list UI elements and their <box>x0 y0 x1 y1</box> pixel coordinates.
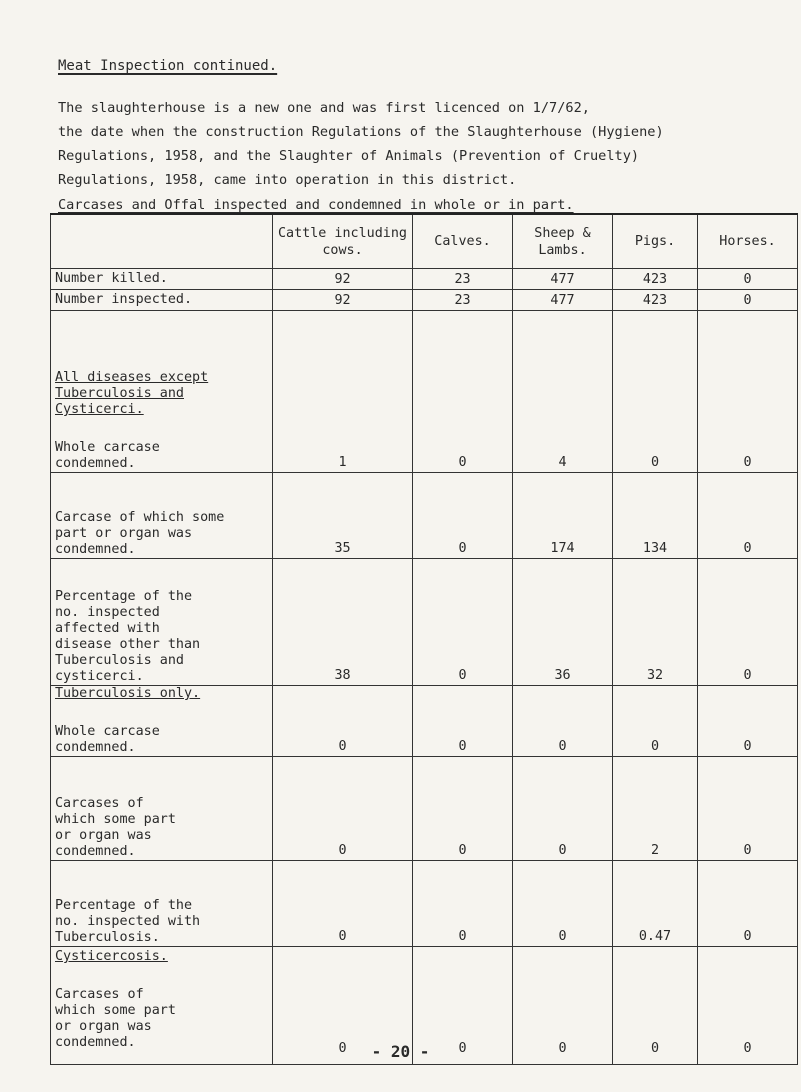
cell-pigs: 0 <box>613 947 698 1065</box>
header-row <box>51 214 798 269</box>
cell-horses: 0 <box>698 473 798 559</box>
cell-horses: 0 <box>698 947 798 1065</box>
cell-calves: 0 <box>413 947 513 1065</box>
cell-pigs: 0 <box>613 686 698 757</box>
cell-sheep: 0 <box>513 686 613 757</box>
row-text: Carcase of which some part or organ was condemned. <box>55 510 225 557</box>
header-horses: Horses. <box>698 214 798 269</box>
section-title: Cysticerci. <box>55 402 144 417</box>
cell-horses: 0 <box>698 290 798 311</box>
table-title: Carcases and Offal inspected and condemned in whole or in part. <box>58 197 574 213</box>
row-text: Percentage of the no. inspected affected with disease other than Tuberculosis and cysticerci. <box>55 589 201 684</box>
cell-sheep: 36 <box>513 559 613 686</box>
cell-horses: 0 <box>698 269 798 290</box>
cell-pigs: 2 <box>613 757 698 861</box>
cell-sheep: 0 <box>513 947 613 1065</box>
cell-pigs: 134 <box>613 473 698 559</box>
cell-horses: 0 <box>698 311 798 473</box>
row-tb-whole <box>51 686 798 757</box>
intro-line-3: Regulations, 1958, and the Slaughter of Animals (Prevention of Cruelty) <box>58 148 640 164</box>
cell-calves: 0 <box>413 311 513 473</box>
intro-paragraph <box>58 96 788 192</box>
cell-sheep: 477 <box>513 269 613 290</box>
section-title: All diseases except <box>55 370 209 385</box>
cell-cattle: 1 <box>273 311 413 473</box>
cell-horses: 0 <box>698 686 798 757</box>
row-text: Whole carcase condemned. <box>55 440 160 471</box>
cell-pigs: 423 <box>613 290 698 311</box>
cell-cattle: 38 <box>273 559 413 686</box>
intro-line-1: The slaughterhouse is a new one and was first licenced on 1/7/62, <box>58 100 590 116</box>
cell-pigs: 32 <box>613 559 698 686</box>
row-label: Number inspected. <box>51 290 273 311</box>
cell-horses: 0 <box>698 757 798 861</box>
cell-cattle: 0 <box>273 947 413 1065</box>
cell-sheep: 0 <box>513 861 613 947</box>
cell-cattle: 0 <box>273 861 413 947</box>
section-title: Tuberculosis only. <box>55 686 201 701</box>
header-cattle: Cattle including cows. <box>273 214 413 269</box>
row-text: Whole carcase condemned. <box>55 724 160 755</box>
row-text: Percentage of the no. inspected with Tuberculosis. <box>55 898 201 945</box>
cell-calves: 0 <box>413 559 513 686</box>
cell-calves: 0 <box>413 686 513 757</box>
cell-calves: 23 <box>413 290 513 311</box>
cell-pigs: 0 <box>613 311 698 473</box>
cell-calves: 23 <box>413 269 513 290</box>
cell-sheep: 4 <box>513 311 613 473</box>
row-label: Number killed. <box>51 269 273 290</box>
cell-sheep: 174 <box>513 473 613 559</box>
intro-line-2: the date when the construction Regulations of the Slaughterhouse (Hygiene) <box>58 124 664 140</box>
cell-cattle: 92 <box>273 269 413 290</box>
cell-calves: 0 <box>413 757 513 861</box>
cell-cattle: 35 <box>273 473 413 559</box>
cell-cattle: 0 <box>273 686 413 757</box>
header-sheep: Sheep & Lambs. <box>513 214 613 269</box>
row-label <box>51 473 273 559</box>
cell-sheep: 0 <box>513 757 613 861</box>
cell-sheep: 477 <box>513 290 613 311</box>
row-number-inspected <box>51 290 798 311</box>
inspection-table <box>50 213 798 1065</box>
row-label <box>51 686 273 757</box>
row-number-killed <box>51 269 798 290</box>
row-tb-pct <box>51 861 798 947</box>
row-text: Carcases of which some part or organ was condemned. <box>55 796 176 859</box>
page-number: - 20 - <box>371 1042 430 1061</box>
header-calves: Calves. <box>413 214 513 269</box>
header-label-cell <box>51 214 273 269</box>
row-text: Carcases of which some part or organ was condemned. <box>55 987 176 1050</box>
cell-horses: 0 <box>698 559 798 686</box>
cell-pigs: 0.47 <box>613 861 698 947</box>
row-tb-part <box>51 757 798 861</box>
cell-horses: 0 <box>698 861 798 947</box>
cell-calves: 0 <box>413 861 513 947</box>
row-all-diseases-part <box>51 473 798 559</box>
cell-calves: 0 <box>413 473 513 559</box>
header-pigs: Pigs. <box>613 214 698 269</box>
row-label <box>51 757 273 861</box>
row-all-diseases-pct <box>51 559 798 686</box>
page-heading: Meat Inspection continued. <box>58 58 278 74</box>
section-title: Tuberculosis and <box>55 386 184 401</box>
cell-pigs: 423 <box>613 269 698 290</box>
row-all-diseases-whole <box>51 311 798 473</box>
section-title: Cysticercosis. <box>55 949 168 964</box>
row-label <box>51 861 273 947</box>
row-label <box>51 559 273 686</box>
cell-cattle: 92 <box>273 290 413 311</box>
cell-cattle: 0 <box>273 757 413 861</box>
row-label <box>51 311 273 473</box>
intro-line-4: Regulations, 1958, came into operation in this district. <box>58 172 517 188</box>
